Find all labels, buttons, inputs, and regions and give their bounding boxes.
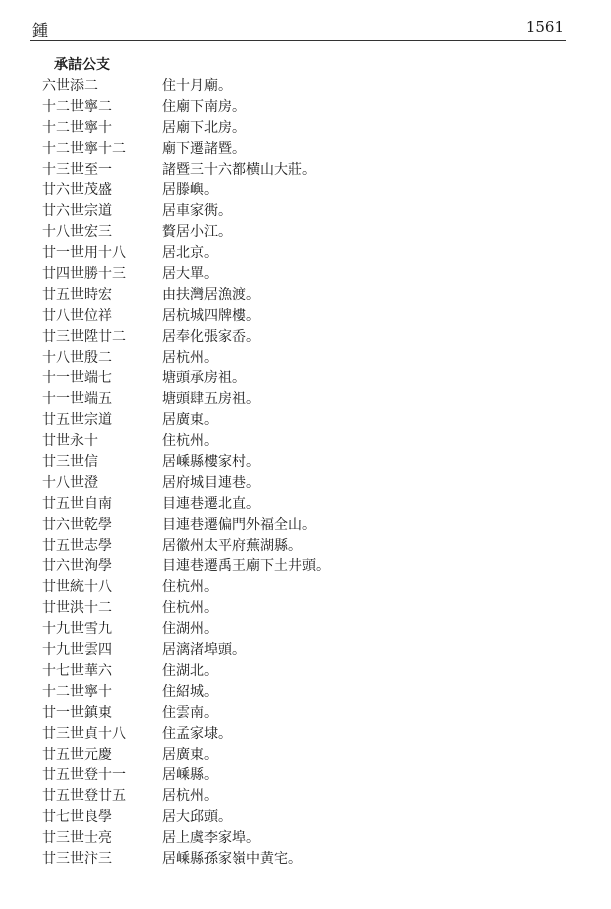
list-item: [42, 640, 572, 661]
generation-name: 十二世寧十二: [42, 140, 126, 157]
list-item: [42, 556, 572, 577]
residence-note: 居大邱頭。: [162, 809, 232, 826]
list-item: [42, 264, 572, 285]
generation-name: 廿一世鎮東: [42, 704, 112, 721]
generation-name: 十九世雪九: [42, 621, 112, 638]
list-item: [42, 661, 572, 682]
residence-note: 居府城目連巷。: [162, 474, 260, 491]
generation-name: 廿五世志學: [42, 537, 112, 554]
page-header: [30, 14, 566, 41]
residence-note: 居杭城四牌樓。: [162, 307, 260, 324]
list-item: [42, 327, 572, 348]
residence-note: 廟下遷諸暨。: [162, 140, 246, 157]
list-item: [42, 139, 572, 160]
generation-name: 十八世澄: [42, 474, 98, 491]
residence-note: 目連巷遷禹王廟下土井頭。: [162, 558, 330, 575]
list-item: [42, 828, 572, 849]
residence-note: 居廟下北房。: [162, 119, 246, 136]
generation-name: 廿五世宗道: [42, 412, 112, 429]
list-item: [42, 243, 572, 264]
generation-name: 廿六世宗道: [42, 203, 112, 220]
generation-name: 十八世殷二: [42, 349, 112, 366]
residence-note: 住紹城。: [162, 683, 218, 700]
generation-name: 十九世雲四: [42, 642, 112, 659]
residence-note: 居廣東。: [162, 746, 218, 763]
list-item: [42, 160, 572, 181]
generation-name: 廿五世登十一: [42, 767, 126, 784]
list-item: [42, 368, 572, 389]
residence-note: 居大單。: [162, 266, 218, 283]
generation-name: 廿世洪十二: [42, 600, 112, 617]
residence-note: 住孟家埭。: [162, 725, 232, 742]
residence-note: 住雲南。: [162, 704, 218, 721]
list-item: [42, 703, 572, 724]
generation-name: 廿五世自南: [42, 495, 112, 512]
residence-note: 居杭州。: [162, 349, 218, 366]
list-item: [42, 765, 572, 786]
generation-name: 十一世端五: [42, 391, 112, 408]
generation-name: 六世添二: [42, 78, 98, 94]
generation-name: 廿三世士亮: [42, 830, 112, 847]
generation-name: 十七世華六: [42, 662, 112, 679]
generation-name: 廿八世位祥: [42, 307, 112, 324]
residence-note: 住湖北。: [162, 662, 218, 679]
residence-note: 住湖州。: [162, 621, 218, 638]
residence-note: 居徽州太平府蕪湖縣。: [162, 537, 302, 554]
list-item: [42, 745, 572, 766]
generation-name: 廿世永十: [42, 433, 98, 450]
generation-name: 廿四世勝十三: [42, 266, 126, 283]
residence-note: 目連巷遷偏門外福全山。: [162, 516, 316, 533]
generation-name: 廿一世用十八: [42, 245, 126, 262]
list-item: [42, 724, 572, 745]
generation-name: 十八世宏三: [42, 224, 112, 241]
residence-note: 居杭州。: [162, 788, 218, 805]
generation-name: 十一世端七: [42, 370, 112, 387]
residence-note: 居北京。: [162, 245, 218, 262]
generation-name: 廿七世良學: [42, 809, 112, 826]
generation-name: 廿三世汴三: [42, 850, 112, 867]
generation-name: 廿六世茂盛: [42, 182, 112, 199]
list-item: [42, 494, 572, 515]
list-item: [42, 536, 572, 557]
genealogy-list: [42, 76, 572, 870]
list-item: [42, 452, 572, 473]
generation-name: 廿六世洵學: [42, 558, 112, 575]
generation-name: 廿三世陞廿二: [42, 328, 126, 345]
running-head: 鍾: [32, 21, 49, 40]
residence-note: 贅居小江。: [162, 224, 232, 241]
generation-name: 十三世至一: [42, 161, 112, 178]
list-item: [42, 201, 572, 222]
residence-note: 居漓渚埠頭。: [162, 642, 246, 659]
residence-note: 目連巷遷北直。: [162, 495, 260, 512]
list-item: [42, 285, 572, 306]
residence-note: 居廣東。: [162, 412, 218, 429]
residence-note: 住廟下南房。: [162, 98, 246, 115]
list-item: [42, 180, 572, 201]
residence-note: 居滕嶼。: [162, 182, 218, 199]
list-item: [42, 598, 572, 619]
residence-note: 居嵊縣樓家村。: [162, 454, 260, 471]
list-item: [42, 786, 572, 807]
generation-name: 廿世統十八: [42, 579, 112, 596]
list-item: [42, 515, 572, 536]
list-item: [42, 410, 572, 431]
list-item: [42, 682, 572, 703]
generation-name: 廿六世乾學: [42, 516, 112, 533]
residence-note: 塘頭承房祖。: [162, 370, 246, 387]
generation-name: 十二世寧十: [42, 119, 112, 136]
generation-name: 廿三世信: [42, 454, 98, 471]
residence-note: 居車家衖。: [162, 203, 232, 220]
residence-note: 住十月廟。: [162, 78, 232, 94]
generation-name: 廿五世時宏: [42, 286, 112, 303]
list-item: [42, 118, 572, 139]
residence-note: 住杭州。: [162, 579, 218, 596]
generation-name: 廿三世貞十八: [42, 725, 126, 742]
residence-note: 居嵊縣。: [162, 767, 218, 784]
list-item: [42, 431, 572, 452]
list-item: [42, 389, 572, 410]
generation-name: 十二世寧十: [42, 683, 112, 700]
list-item: [42, 97, 572, 118]
list-item: [42, 348, 572, 369]
list-item: [42, 849, 572, 870]
list-item: [42, 76, 572, 97]
page-number: 1561: [525, 18, 564, 36]
section-title: 承詰公支: [54, 57, 110, 73]
list-item: [42, 807, 572, 828]
residence-note: 居上虞李家埠。: [162, 830, 260, 847]
residence-note: 住杭州。: [162, 600, 218, 617]
generation-name: 廿五世元慶: [42, 746, 112, 763]
residence-note: 諸暨三十六都横山大莊。: [162, 161, 316, 178]
residence-note: 居奉化張家岙。: [162, 328, 260, 345]
list-item: [42, 473, 572, 494]
generation-name: 十二世寧二: [42, 98, 112, 115]
list-item: [42, 222, 572, 243]
residence-note: 住杭州。: [162, 433, 218, 450]
list-item: [42, 306, 572, 327]
residence-note: 塘頭肆五房祖。: [162, 391, 260, 408]
residence-note: 居嵊縣孫家嶺中黄宅。: [162, 850, 302, 867]
residence-note: 由扶灣居漁渡。: [162, 286, 260, 303]
generation-name: 廿五世登廿五: [42, 788, 126, 805]
list-item: [42, 577, 572, 598]
list-item: [42, 619, 572, 640]
